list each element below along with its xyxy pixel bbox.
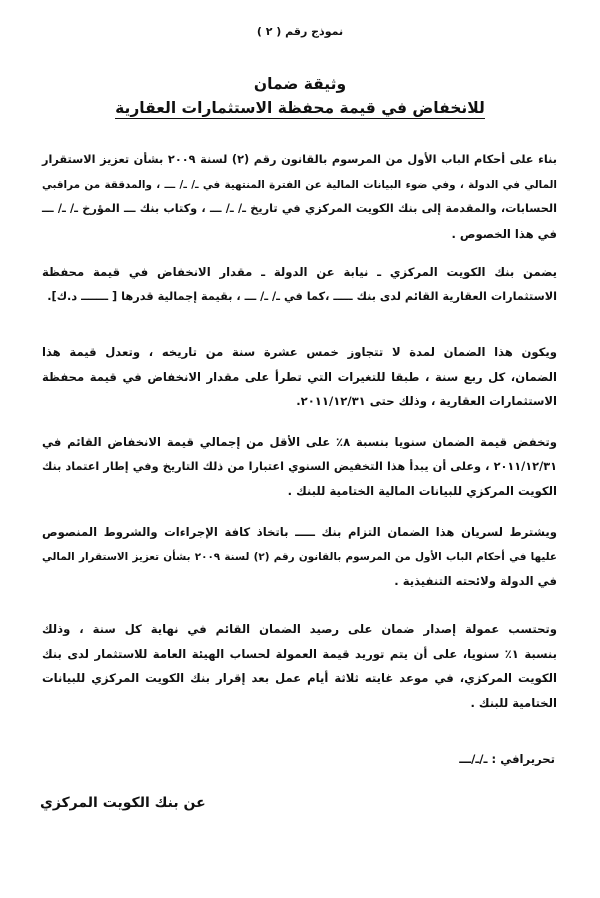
paragraph-line: الضمان، كل ربع سنة ، طبقا للتغيرات التي تطرأ على مقدار الانخفاض في قيمة محفظة bbox=[42, 369, 557, 384]
document-subtitle-wrap bbox=[0, 98, 600, 117]
paragraph-line: في الدولة ولائحته التنفيذية . bbox=[394, 574, 557, 588]
paragraph-line: ويكون هذا الضمان لمدة لا تتجاوز خمس عشرة سنة من تاريخه ، وتعدل قيمة هذا bbox=[42, 345, 557, 359]
signature-block: عن بنك الكويت المركزي bbox=[40, 795, 206, 811]
issue-date: تحريرافي : ـ/ـ/ـــ bbox=[459, 752, 555, 766]
paragraph-line: المالي في الدولة ، وفي ضوء البيانات المالية عن الفترة المنتهية في ـ/ ـ/ ـــ ، والمدققة من مراقبي bbox=[42, 178, 557, 191]
paragraph-conditions bbox=[42, 520, 557, 594]
paragraph-line: بنسبة ١٪ سنويا، على أن يتم توريد قيمة العمولة لحساب الهيئة العامة للاستثمار لدى بنك bbox=[42, 646, 557, 661]
paragraph-line: الكويت المركزي، في موعد غايته ثلاثة أيام عمل بعد إقرار بنك الكويت المركزي للبيانات bbox=[42, 671, 557, 685]
paragraph-guarantee bbox=[42, 260, 557, 309]
paragraph-line: الكويت المركزي للبيانات المالية الختامية للبنك . bbox=[287, 484, 557, 498]
form-number: نموذج رقم ( ٢ ) bbox=[256, 25, 344, 38]
paragraph-line: بناء على أحكام الباب الأول من المرسوم بالقانون رقم (٢) لسنة ٢٠٠٩ بشأن تعزيز الاستقرار bbox=[42, 153, 558, 166]
paragraph-line: الحسابات، والمقدمة إلى بنك الكويت المركزي في تاريخ ـ/ ـ/ ـــ ، وكتاب بنك ـــ المؤرخ ـ/ ـ/ ـــ bbox=[42, 202, 557, 215]
paragraph-line: ويشترط لسريان هذا الضمان التزام بنك ـــــ باتخاذ كافة الإجراءات والشروط المنصوص bbox=[42, 525, 557, 539]
paragraph-duration bbox=[42, 340, 557, 414]
paragraph-line: الاستثمارات العقارية ، وذلك حتى ٢٠١١/١٢/٣١. bbox=[296, 394, 557, 408]
document-subtitle: للانخفاض في قيمة محفظة الاستثمارات العقارية bbox=[115, 99, 485, 117]
paragraph-reduction bbox=[42, 430, 557, 504]
paragraph-commission bbox=[42, 617, 557, 715]
paragraph-line: عليها في أحكام الباب الأول من المرسوم بالقانون رقم (٢) لسنة ٢٠٠٩ بشأن تعزيز الاستقرار المالي bbox=[42, 550, 557, 563]
paragraph-legal-basis bbox=[42, 148, 557, 246]
paragraph-line: الختامية للبنك . bbox=[470, 695, 557, 710]
paragraph-line: في هذا الخصوص . bbox=[451, 226, 557, 241]
document-title: وثيقة ضمان bbox=[253, 75, 347, 93]
paragraph-line: وتحتسب عمولة إصدار ضمان على رصيد الضمان القائم في نهاية كل سنة ، وذلك bbox=[42, 622, 557, 636]
paragraph-line: يضمن بنك الكويت المركزي ـ نيابة عن الدولة ـ مقدار الانخفاض في قيمة محفظة bbox=[42, 265, 557, 279]
paragraph-line: الاستثمارات العقارية القائم لدى بنك ـــــ ،كما في ـ/ ـ/ ـــ ، بقيمة إجمالية قدرها [ ـــــــ د.ك]. bbox=[47, 289, 557, 303]
paragraph-line: وتخفض قيمة الضمان سنويا بنسبة ٨٪ على الأقل من إجمالي قيمة الانخفاض القائم في bbox=[42, 435, 557, 449]
paragraph-line: ٢٠١١/١٢/٣١ ، وعلى أن يبدأ هذا التخفيض السنوي اعتبارا من ذلك التاريخ وفي إطار اعتماد بنك bbox=[42, 459, 557, 473]
